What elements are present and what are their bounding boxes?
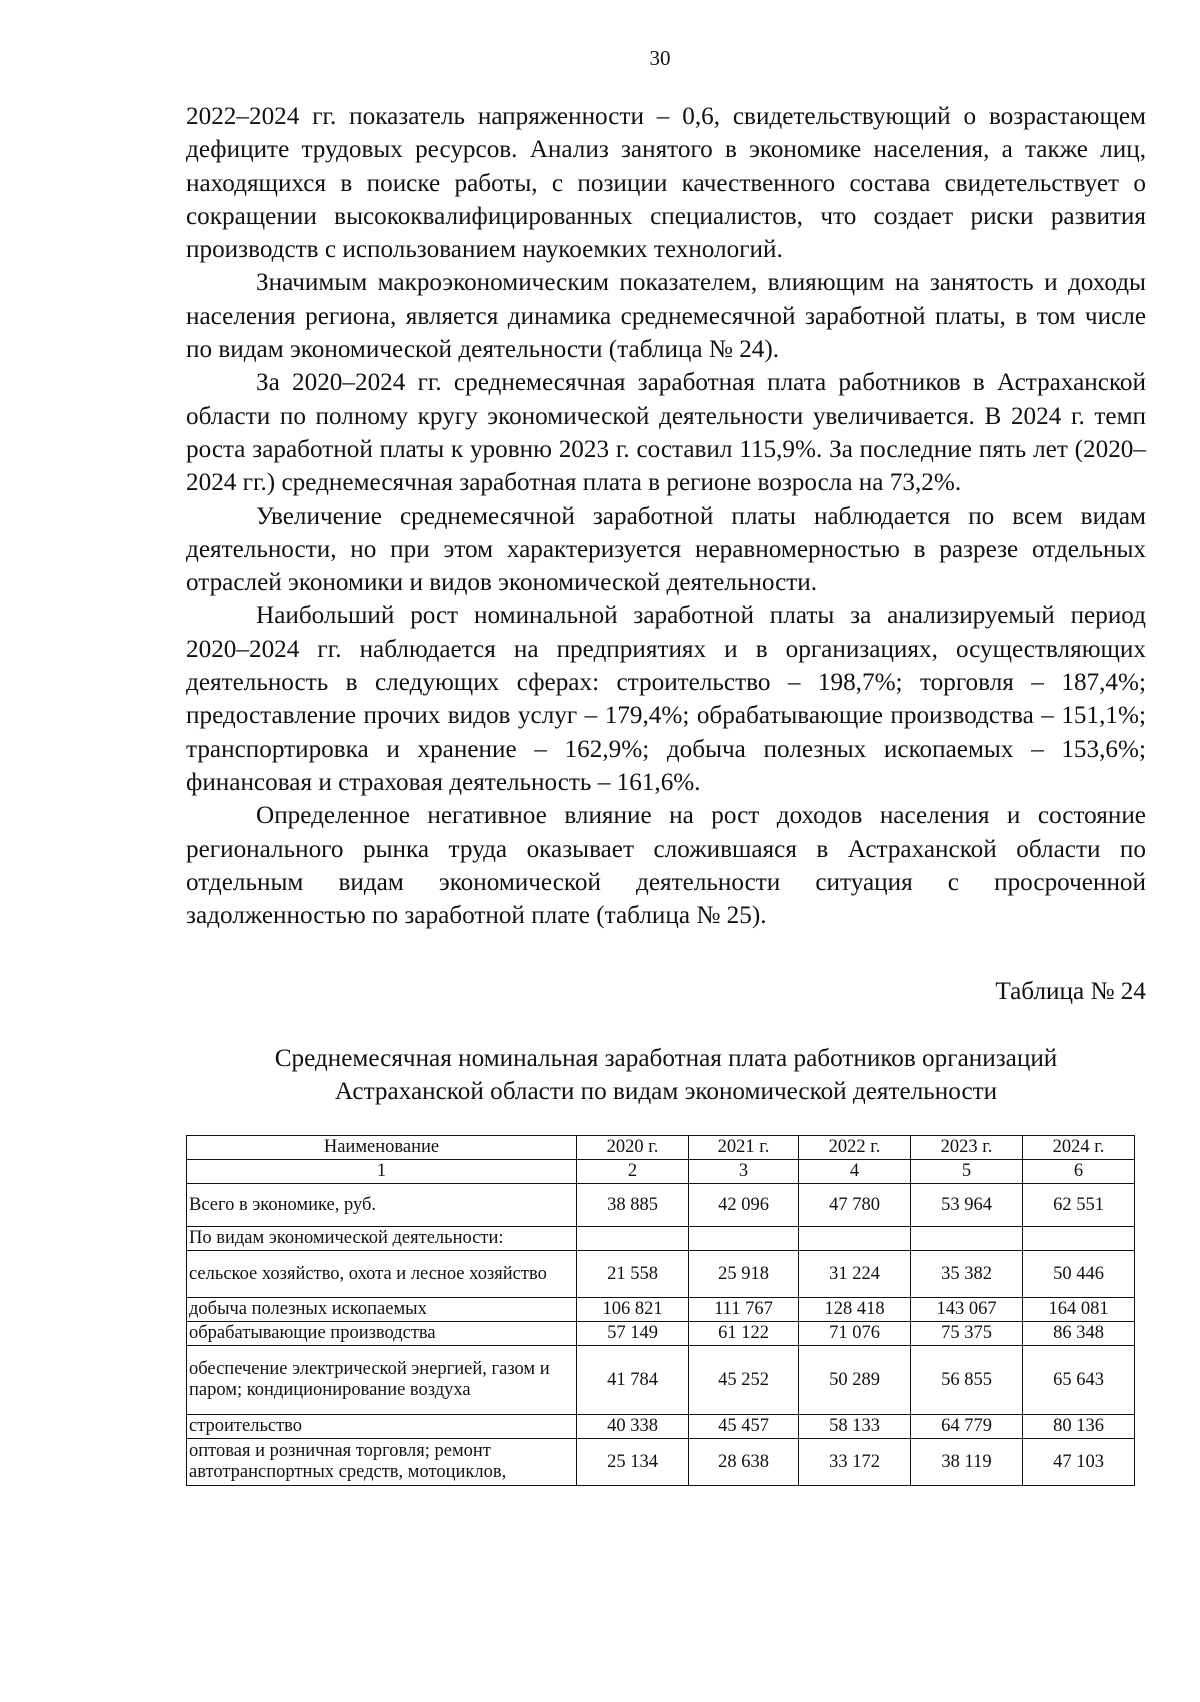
table-label: Таблица № 24 bbox=[995, 978, 1146, 1005]
table-title-line: Астраханской области по видам экономической деятельности bbox=[334, 1078, 998, 1105]
value-cell: 164 081 bbox=[1023, 1298, 1135, 1322]
index-cell: 2 bbox=[577, 1160, 689, 1184]
value-cell: 75 375 bbox=[911, 1322, 1023, 1346]
table-row bbox=[187, 1322, 1135, 1346]
row-name: добыча полезных ископаемых bbox=[187, 1298, 577, 1322]
value-cell: 41 784 bbox=[577, 1346, 689, 1415]
value-cell: 111 767 bbox=[689, 1298, 799, 1322]
value-cell: 40 338 bbox=[577, 1415, 689, 1439]
value-cell: 53 964 bbox=[911, 1184, 1023, 1227]
value-cell: 42 096 bbox=[689, 1184, 799, 1227]
header-cell: Наименование bbox=[187, 1136, 577, 1160]
value-cell: 21 558 bbox=[577, 1251, 689, 1298]
value-cell: 106 821 bbox=[577, 1298, 689, 1322]
paragraph: 2022–2024 гг. показатель напряженности – 0,6, свидетельствующий о возрастающем дефиците трудовых ресурсов. Анализ занятого в экономике населения, а также лиц, находящихся в поиске работы, с позиции качественного состава свидетельствует о сокращении высококвалифицированных специалистов, что создает риски развития производств с использованием наукоемких технологий. bbox=[186, 103, 1146, 264]
paragraph: Наибольший рост номинальной заработной платы за анализируемый период 2020–2024 гг. наблюдается на предприятиях и в организациях, осуществляющих деятельность в следующих сферах: строительство – 198,7%; торговля – 187,4%; предоставление прочих видов услуг – 179,4%; обрабатывающие производства – 151,1%; транспортировка и хранение – 162,9%; добыча полезных ископаемых – 153,6%; финансовая и страховая деятельность – 161,6%. bbox=[186, 602, 1146, 796]
value-cell: 31 224 bbox=[799, 1251, 911, 1298]
value-cell: 35 382 bbox=[911, 1251, 1023, 1298]
value-cell: 25 918 bbox=[689, 1251, 799, 1298]
row-name: По видам экономической деятельности: bbox=[187, 1227, 577, 1251]
index-cell: 4 bbox=[799, 1160, 911, 1184]
value-cell bbox=[689, 1227, 799, 1251]
table-row bbox=[187, 1439, 1135, 1486]
index-cell: 5 bbox=[911, 1160, 1023, 1184]
value-cell: 86 348 bbox=[1023, 1322, 1135, 1346]
header-cell: 2024 г. bbox=[1023, 1136, 1135, 1160]
header-cell: 2023 г. bbox=[911, 1136, 1023, 1160]
value-cell: 47 103 bbox=[1023, 1439, 1135, 1486]
value-cell bbox=[911, 1227, 1023, 1251]
value-cell: 45 252 bbox=[689, 1346, 799, 1415]
table-row bbox=[187, 1415, 1135, 1439]
index-cell: 6 bbox=[1023, 1160, 1135, 1184]
row-name: Всего в экономике, руб. bbox=[187, 1184, 577, 1227]
value-cell: 58 133 bbox=[799, 1415, 911, 1439]
table-row bbox=[187, 1298, 1135, 1322]
row-name: обеспечение электрической энергией, газом и паром; кондиционирование воздуха bbox=[187, 1346, 577, 1415]
value-cell: 71 076 bbox=[799, 1322, 911, 1346]
value-cell bbox=[1023, 1227, 1135, 1251]
table-title-line: Среднемесячная номинальная заработная плата работников организаций bbox=[274, 1045, 1058, 1072]
value-cell: 25 134 bbox=[577, 1439, 689, 1486]
value-cell: 50 446 bbox=[1023, 1251, 1135, 1298]
header-cell: 2022 г. bbox=[799, 1136, 911, 1160]
page-number: 30 bbox=[649, 46, 671, 70]
table-row bbox=[187, 1251, 1135, 1298]
paragraph: Увеличение среднемесячной заработной платы наблюдается по всем видам деятельности, но при этом характеризуется неравномерностью в разрезе отдельных отраслей экономики и видов экономической деятельности. bbox=[186, 502, 1146, 597]
value-cell bbox=[799, 1227, 911, 1251]
paragraph: Значимым макроэкономическим показателем, влияющим на занятость и доходы населения региона, является динамика среднемесячной заработной платы, в том числе по видам экономической деятельности (таблица № 24). bbox=[186, 269, 1146, 364]
value-cell: 50 289 bbox=[799, 1346, 911, 1415]
value-cell: 128 418 bbox=[799, 1298, 911, 1322]
row-name: строительство bbox=[187, 1415, 577, 1439]
header-cell: 2020 г. bbox=[577, 1136, 689, 1160]
salary-table-container bbox=[186, 1135, 1134, 1486]
value-cell: 80 136 bbox=[1023, 1415, 1135, 1439]
row-name: обрабатывающие производства bbox=[187, 1322, 577, 1346]
value-cell: 47 780 bbox=[799, 1184, 911, 1227]
value-cell: 38 119 bbox=[911, 1439, 1023, 1486]
table-row bbox=[187, 1227, 1135, 1251]
table-title bbox=[186, 1042, 1146, 1108]
value-cell: 38 885 bbox=[577, 1184, 689, 1227]
value-cell: 57 149 bbox=[577, 1322, 689, 1346]
value-cell: 33 172 bbox=[799, 1439, 911, 1486]
value-cell: 45 457 bbox=[689, 1415, 799, 1439]
value-cell: 61 122 bbox=[689, 1322, 799, 1346]
salary-table bbox=[186, 1135, 1135, 1486]
paragraph: Определенное негативное влияние на рост доходов населения и состояние регионального рынка труда оказывает сложившаяся в Астраханской области по отдельным видам экономической деятельности ситуация с просроченной задолженностью по заработной плате (таблица № 25). bbox=[186, 802, 1146, 930]
table-index-row bbox=[187, 1160, 1135, 1184]
table-row bbox=[187, 1184, 1135, 1227]
value-cell: 62 551 bbox=[1023, 1184, 1135, 1227]
value-cell: 64 779 bbox=[911, 1415, 1023, 1439]
row-name: сельское хозяйство, охота и лесное хозяйство bbox=[187, 1251, 577, 1298]
header-cell: 2021 г. bbox=[689, 1136, 799, 1160]
table-header-row bbox=[187, 1136, 1135, 1160]
table-row bbox=[187, 1346, 1135, 1415]
value-cell: 65 643 bbox=[1023, 1346, 1135, 1415]
row-name: оптовая и розничная торговля; ремонт автотранспортных средств, мотоциклов, bbox=[187, 1439, 577, 1486]
value-cell: 143 067 bbox=[911, 1298, 1023, 1322]
value-cell bbox=[577, 1227, 689, 1251]
value-cell: 56 855 bbox=[911, 1346, 1023, 1415]
value-cell: 28 638 bbox=[689, 1439, 799, 1486]
index-cell: 3 bbox=[689, 1160, 799, 1184]
index-cell: 1 bbox=[187, 1160, 577, 1184]
paragraph: За 2020–2024 гг. среднемесячная заработная плата работников в Астраханской области по полному кругу экономической деятельности увеличивается. В 2024 г. темп роста заработной платы к уровню 2023 г. составил 115,9%. За последние пять лет (2020–2024 гг.) среднемесячная заработная плата в регионе возросла на 73,2%. bbox=[186, 369, 1146, 497]
body-text bbox=[186, 100, 1146, 932]
